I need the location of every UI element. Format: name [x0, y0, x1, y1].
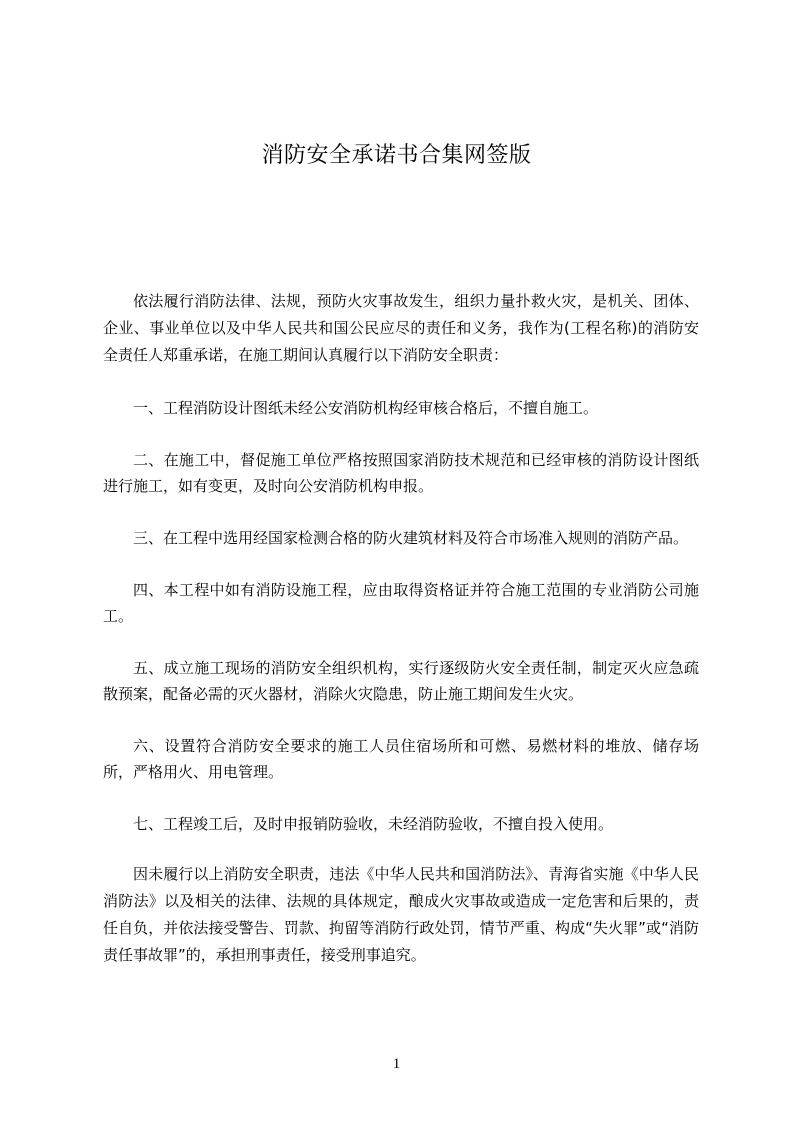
commitment-item-5: 五、成立施工现场的消防安全组织机构，实行逐级防火安全责任制，制定灭火应急疏散预案，配备必需的灭火器材，消除火灾隐患，防止施工期间发生火灾。 [103, 659, 699, 703]
closing-paragraph: 因未履行以上消防安全职责，违法《中华人民共和国消防法》、青海省实施《中华人民消防法》以及相关的法律、法规的具体规定，酿成火灾事故或造成一定危害和后果的，责任自负，并依法接受警告、罚款、拘留等消防行政处罚，情节严重、构成“失火罪”或“消防责任事故罪”的，承担刑事责任，接受刑事追究。 [103, 865, 699, 964]
document-body [103, 288, 699, 969]
intro-paragraph: 依法履行消防法律、法规，预防火灾事故发生，组织力量扑救火灾，是机关、团体、企业、事业单位以及中华人民共和国公民应尽的责任和义务，我作为(工程名称)的消防安全责任人郑重承诺，在施工期间认真履行以下消防安全职责： [103, 292, 699, 364]
commitment-item-7: 七、工程竣工后，及时申报销防验收，未经消防验收，不擅自投入使用。 [133, 815, 614, 833]
document-title: 消防安全承诺书合集网签版 [261, 143, 532, 168]
commitment-item-6: 六、设置符合消防安全要求的施工人员住宿场所和可燃、易燃材料的堆放、储存场所，严格用火、用电管理。 [103, 737, 699, 781]
commitment-item-2: 二、在施工中，督促施工单位严格按照国家消防技术规范和已经审核的消防设计图纸进行施工，如有变更，及时向公安消防机构申报。 [103, 451, 699, 495]
commitment-item-4: 四、本工程中如有消防设施工程，应由取得资格证并符合施工范围的专业消防公司施工。 [103, 581, 699, 625]
commitment-item-3: 三、在工程中选用经国家检测合格的防火建筑材料及符合市场准入规则的消防产品。 [133, 529, 689, 547]
page-number: 1 [392, 1056, 401, 1072]
commitment-item-1: 一、工程消防设计图纸未经公安消防机构经审核合格后，不擅自施工。 [133, 399, 599, 417]
